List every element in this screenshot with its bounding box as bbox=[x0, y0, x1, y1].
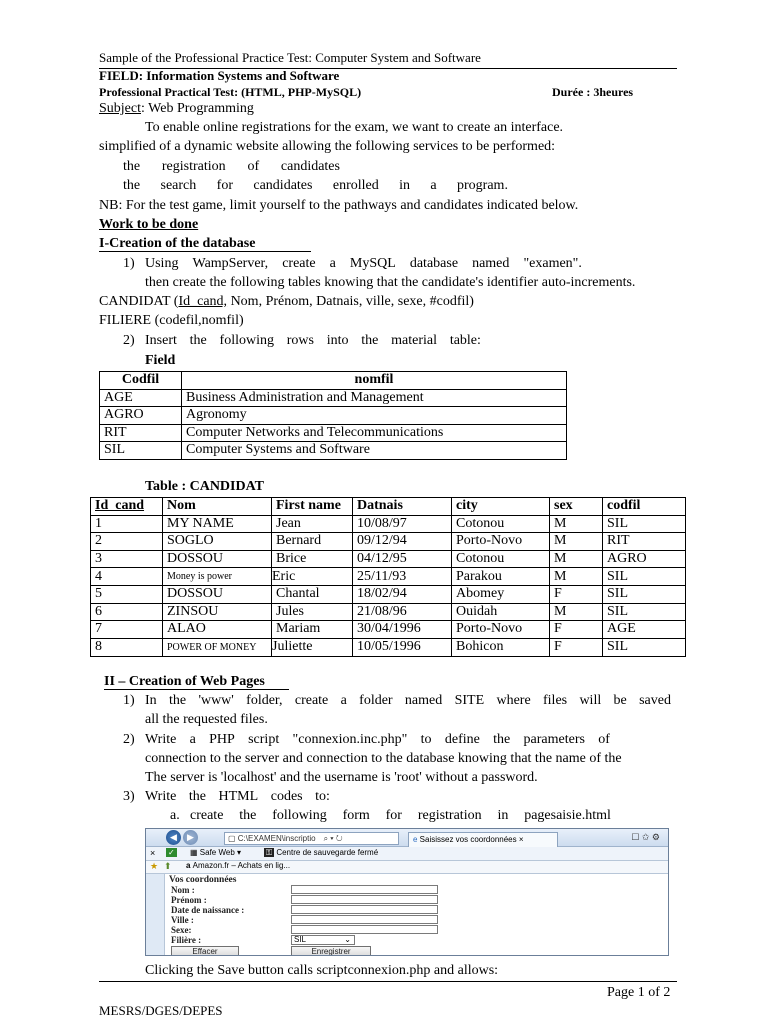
step2-number: 2) bbox=[123, 333, 135, 348]
table-header-row: Id_cand Nom First name Datnais city sex codfil bbox=[91, 498, 686, 516]
label-nom: Nom : bbox=[171, 885, 195, 895]
part2-item1-text: In the 'www' folder, create a folder named SITE where files will be saved bbox=[145, 693, 671, 708]
step1-number: 1) bbox=[123, 256, 135, 271]
field-caption: Field bbox=[145, 353, 176, 368]
subject-line bbox=[99, 101, 254, 117]
ie-icon: e bbox=[413, 835, 420, 844]
label-filiere: Filière : bbox=[171, 935, 202, 945]
part2-item1-continuation: all the requested files. bbox=[145, 712, 268, 727]
submit-button[interactable]: Enregistrer bbox=[291, 946, 371, 956]
label-sexe: Sexe: bbox=[171, 925, 192, 935]
norton-check-icon: ✓ bbox=[168, 848, 175, 857]
table-row: 2 SOGLO Bernard 09/12/94 Porto-Novo M RIT bbox=[91, 533, 686, 551]
table-row: 1 MY NAME Jean 10/08/97 Cotonou M SIL bbox=[91, 515, 686, 533]
footer-rule bbox=[99, 981, 677, 982]
candidat-caption: Table : CANDIDAT bbox=[145, 479, 265, 494]
table-row: 5 DOSSOU Chantal 18/02/94 Abomey F SIL bbox=[91, 586, 686, 604]
part1-heading: I-Creation of the database bbox=[99, 236, 311, 252]
subject-text: : Web Programming bbox=[141, 101, 254, 116]
sexe-input[interactable] bbox=[291, 925, 438, 934]
table-row: 6 ZINSOU Jules 21/08/96 Ouidah M SIL bbox=[91, 603, 686, 621]
test-line: Professional Practical Test: (HTML, PHP-MySQL) bbox=[99, 85, 362, 99]
safe-web-icon: ▦ bbox=[190, 848, 200, 857]
favorites-bar bbox=[146, 861, 668, 874]
form-screenshot bbox=[145, 828, 669, 956]
step2-text: Insert the following rows into the material table: bbox=[145, 333, 481, 348]
browser-title-bar bbox=[146, 829, 668, 847]
part2-item1-number: 1) bbox=[123, 693, 135, 708]
chevron-down-icon: ⌄ bbox=[344, 935, 351, 944]
search-icon: ⌕ ▾ ↻ bbox=[323, 834, 343, 843]
service-registration: the registration of candidates bbox=[123, 159, 340, 174]
duration: Durée : 3heures bbox=[552, 85, 634, 99]
part2-item2-text: Write a PHP script "connexion.inc.php" to define the parameters of bbox=[145, 732, 610, 747]
part2-item3a-text: create the following form for registration in pagesaisie.html bbox=[190, 808, 611, 823]
close-toolbar-icon[interactable]: × bbox=[150, 848, 156, 858]
work-heading: Work to be done bbox=[99, 217, 199, 232]
label-prenom: Prénom : bbox=[171, 895, 207, 905]
reset-button[interactable]: Effacer bbox=[171, 946, 239, 956]
field-table bbox=[99, 371, 567, 460]
part2-item2-continuation-1: connection to the server and connection to the database knowing that the name of the bbox=[145, 751, 622, 766]
part2-item2-number: 2) bbox=[123, 732, 135, 747]
add-favorite-icon[interactable]: ⬆ bbox=[164, 861, 172, 871]
nb-note: NB: For the test game, limit yourself to the pathways and candidates indicated below. bbox=[99, 198, 579, 213]
ville-input[interactable] bbox=[291, 915, 438, 924]
vault-icon: ⚿ bbox=[266, 848, 273, 857]
footer-org: MESRS/DGES/DEPES bbox=[99, 1003, 223, 1018]
date-naissance-input[interactable] bbox=[291, 905, 438, 914]
table-row: AGRO Agronomy bbox=[100, 407, 567, 425]
table-row: 3 DOSSOU Brice 04/12/95 Cotonou M AGRO bbox=[91, 550, 686, 568]
page-content bbox=[164, 874, 669, 956]
favorites-star-icon[interactable]: ★ bbox=[150, 861, 159, 871]
close-icon[interactable]: × bbox=[518, 835, 524, 844]
back-icon[interactable]: ◀ bbox=[166, 830, 181, 845]
vault-button[interactable]: ⚿ Centre de sauvegarde fermé bbox=[266, 848, 379, 857]
page-icon: ▢ bbox=[228, 834, 238, 843]
part2-item3-text: Write the HTML codes to: bbox=[145, 789, 330, 804]
table-row: AGE Business Administration and Management bbox=[100, 389, 567, 407]
safe-web-button[interactable]: ▦ Safe Web ▾ bbox=[190, 848, 242, 857]
step1-continuation: then create the following tables knowing that the candidate's identifier auto-increments. bbox=[145, 275, 636, 290]
table-row: 7 ALAO Mariam 30/04/1996 Porto-Novo F AGE bbox=[91, 621, 686, 639]
toolbar bbox=[146, 847, 668, 861]
intro-paragraph-1: To enable online registrations for the exam, we want to create an interface. bbox=[145, 120, 564, 135]
table-row: RIT Computer Networks and Telecommunications bbox=[100, 424, 567, 442]
label-ville: Ville : bbox=[171, 915, 194, 925]
step1-text: Using WampServer, create a MySQL database named "examen". bbox=[145, 256, 582, 271]
field-heading: FIELD: Information Systems and Software bbox=[99, 68, 340, 83]
bookmark-amazon[interactable]: a Amazon.fr – Achats en lig... bbox=[186, 861, 291, 870]
running-title: Sample of the Professional Practice Test: Computer System and Software bbox=[99, 50, 481, 65]
page-number: Page 1 of 2 bbox=[607, 985, 671, 1000]
filiere-schema: FILIERE (codefil,nomfil) bbox=[99, 313, 244, 328]
browser-tab[interactable]: e Saisissez vos coordonnées × bbox=[408, 832, 558, 847]
table-header-row: Codfil nomfil bbox=[100, 372, 567, 390]
table-row: 8 POWER OF MONEY Juliette 10/05/1996 Bohicon F SIL bbox=[91, 638, 686, 656]
filiere-select[interactable]: SIL ⌄ bbox=[291, 935, 355, 945]
subject-label: Subject bbox=[99, 101, 141, 116]
after-screenshot-text: Clicking the Save button calls scriptconnexion.php and allows: bbox=[145, 963, 499, 978]
candidat-schema: CANDIDAT (Id_cand, Nom, Prénom, Datnais, ville, sexe, #codfil) bbox=[99, 294, 474, 309]
part2-heading: II – Creation of Web Pages bbox=[104, 674, 289, 690]
primary-key: Id_cand, bbox=[178, 294, 228, 309]
window-controls: ☐ ✩ ⚙ bbox=[631, 832, 660, 842]
intro-paragraph-2: simplified of a dynamic website allowing the following services to be performed: bbox=[99, 139, 556, 154]
part2-item3a-number: a. bbox=[170, 808, 180, 823]
form-title: Vos coordonnées bbox=[169, 875, 237, 885]
part2-item2-continuation-2: The server is 'localhost' and the username is 'root' without a password. bbox=[145, 770, 538, 785]
table-row: 4 Money is power Eric 25/11/93 Parakou M SIL bbox=[91, 568, 686, 586]
part2-item3-number: 3) bbox=[123, 789, 135, 804]
amazon-icon: a bbox=[186, 861, 193, 870]
prenom-input[interactable] bbox=[291, 895, 438, 904]
forward-icon[interactable]: ▶ bbox=[183, 830, 198, 845]
service-search: the search for candidates enrolled in a program. bbox=[123, 178, 508, 193]
address-bar[interactable]: ▢ C:\EXAMEN\inscriptio ⌕ ▾ ↻ bbox=[224, 832, 399, 845]
candidat-table bbox=[90, 497, 686, 657]
label-date-naissance: Date de naissance : bbox=[171, 905, 245, 915]
table-row: SIL Computer Systems and Software bbox=[100, 442, 567, 460]
nom-input[interactable] bbox=[291, 885, 438, 894]
